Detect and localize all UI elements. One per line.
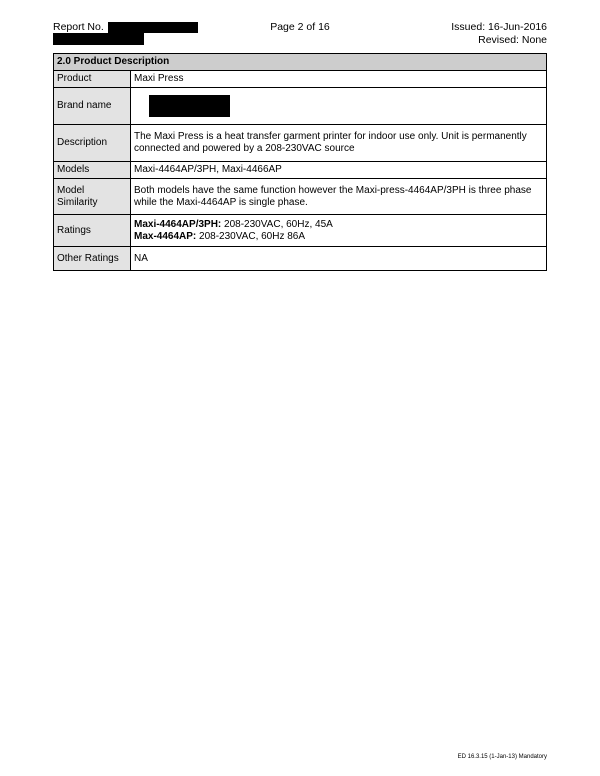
row-label: Description [54,125,131,162]
page-number: Page 2 of 16 [270,21,330,33]
redaction-box [149,95,230,117]
table-row [54,179,547,215]
rating-model: Max-4464AP: [134,230,197,242]
row-value: Maxi Press [131,71,547,88]
issue-info [451,21,547,47]
row-value [131,215,547,247]
revised-status: Revised: None [478,34,547,46]
section-title: 2.0 Product Description [54,54,547,71]
product-description-table [53,53,547,271]
row-label: Ratings [54,215,131,247]
row-label: Brand name [54,88,131,125]
issued-date: Issued: 16-Jun-2016 [451,21,547,33]
row-value: Both models have the same function however the Maxi-press-4464AP/3PH is three phase while the Maxi-4464AP is single phase. [131,179,547,215]
section-header-row [54,54,547,71]
table-row [54,215,547,247]
table-row [54,88,547,125]
table-row [54,71,547,88]
table-row [54,125,547,162]
row-value [131,88,547,125]
rating-model: Maxi-4464AP/3PH: [134,218,222,230]
row-value: Maxi-4464AP/3PH, Maxi-4466AP [131,162,547,179]
redaction-box [53,33,144,45]
row-value: NA [131,247,547,271]
row-label: Models [54,162,131,179]
rating-value: 208-230VAC, 60Hz, 45A [221,218,333,230]
row-label: Model Similarity [54,179,131,215]
form-footer: ED 16.3.15 (1-Jan-13) Mandatory [457,754,547,760]
table-row [54,162,547,179]
rating-line [134,219,543,231]
row-label: Product [54,71,131,88]
row-value: The Maxi Press is a heat transfer garment printer for indoor use only. Unit is permanently connected and powered by a 208-230VAC source [131,125,547,162]
rating-line [134,231,543,243]
report-number-label: Report No. [53,21,104,33]
rating-value: 208-230VAC, 60Hz 86A [196,230,306,242]
table-row [54,247,547,271]
row-label: Other Ratings [54,247,131,271]
